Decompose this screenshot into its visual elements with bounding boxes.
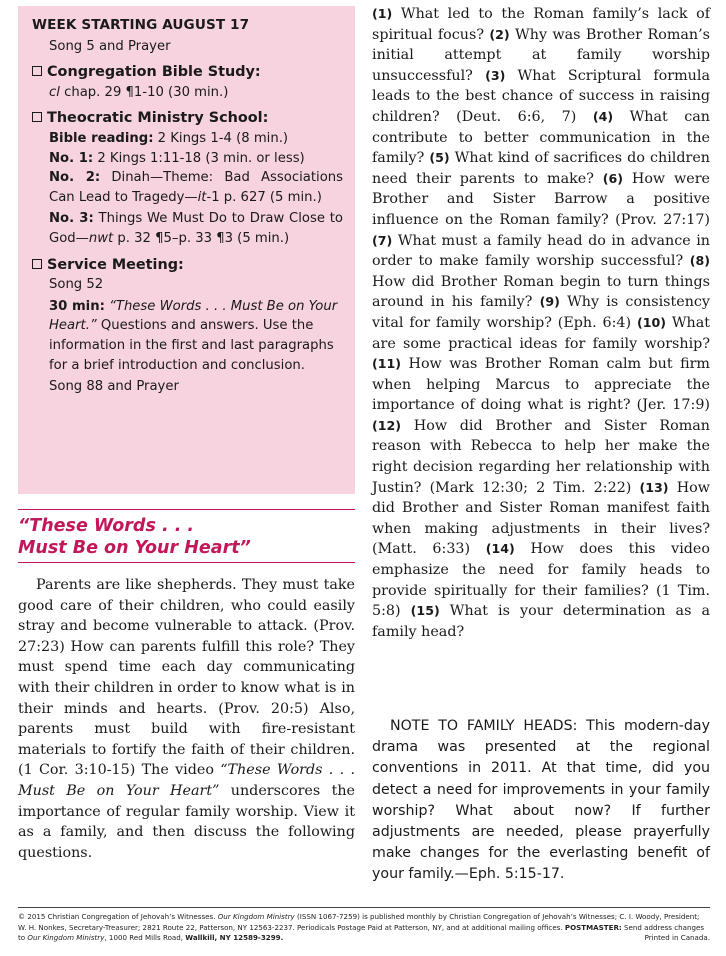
- footer-divider: [18, 907, 710, 908]
- question-number: (4): [592, 108, 614, 124]
- question-number: (13): [639, 479, 669, 495]
- checkbox-icon: [32, 66, 42, 76]
- publication-footer: © 2015 Christian Congregation of Jehovah’s Witnesses. Our Kingdom Ministry (ISSN 1067-7259) is published monthly by Christian Congregation of Jehovah’s Witnesses; C. I. Woody, President; W. H. Nonkes, Secretary-Treasurer; 2821 Route 22, Patterson, NY 12563-2237. Periodicals Postage Paid at Patterson, NY, and at additional mailing offices. POSTMASTER: Send address changes to Our Kingdom Ministry, 1000 Red Mills Road, Wallkill, NY 12589-3299. Printed in Canada.: [18, 912, 710, 942]
- checkbox-icon: [32, 259, 42, 269]
- question-number: (7): [372, 232, 393, 248]
- question-number: (3): [485, 67, 506, 83]
- question-text: What kind of sacrifices do children need their parents to make?: [372, 150, 710, 187]
- question-number: (2): [489, 26, 510, 42]
- question-item: [372, 356, 710, 413]
- question-number: (1): [372, 6, 393, 21]
- question-number: (12): [372, 417, 402, 433]
- closing-song: Song 88 and Prayer: [49, 379, 179, 395]
- sm-song: Song 52: [49, 277, 104, 293]
- question-text: How was Brother Roman calm but firm when helping Marcus to appreciate the importance of doing what is right? (Jer. 17:9): [372, 356, 710, 414]
- assignment-no3: No. 3: Things We Must Do to Draw Close to God—nwt p. 32 ¶5–p. 33 ¶3 (5 min.): [49, 211, 343, 246]
- question-text: What Scriptural formula leads to the best chance of success in raising children? (Deut. 6:6, 7): [372, 67, 710, 125]
- question-number: (5): [429, 150, 450, 166]
- question-text: How did Brother and Sister Roman manifest faith when making adjustments in their lives? (Matt. 6:33): [372, 479, 711, 558]
- question-text: What is your determination as a family head?: [372, 603, 710, 640]
- note-to-family-heads: NOTE TO FAMILY HEADS: This modern-day drama was presented at the regional conventions in 2011. At that time, did you detect a need for improvements in your family worship? What about now? If further adjustments are needed, please prayerfully make changes for the everlasting benefit of your family.—Eph. 5:15-17.: [372, 718, 710, 883]
- week-heading: WEEK STARTING AUGUST 17: [32, 17, 250, 33]
- question-text: What led to the Roman family’s lack of spiritual focus?: [372, 6, 710, 43]
- question-text: What must a family head do in advance in order to make family worship successful?: [372, 232, 710, 270]
- question-number: (10): [636, 314, 666, 330]
- question-text: How does this video emphasize the need for family heads to provide spiritually for their families? (1 Tim. 5:8): [372, 541, 710, 620]
- question-item: [372, 233, 710, 270]
- assignment-no2: No. 2: Dinah—Theme: Bad Associations Can Lead to Tragedy—it-1 p. 627 (5 min.): [49, 170, 343, 205]
- question-number: (11): [372, 356, 402, 372]
- question-text: What are some practical ideas for family worship?: [372, 314, 710, 352]
- bible-reading: Bible reading: 2 Kings 1-4 (8 min.): [49, 130, 289, 146]
- question-number: (14): [485, 541, 515, 557]
- printed-in: Printed in Canada.: [644, 933, 710, 942]
- question-number: (15): [410, 603, 440, 619]
- question-text: What can contribute to better communication in the family?: [372, 108, 710, 167]
- question-item: [372, 603, 710, 640]
- cbs-heading: Congregation Bible Study:: [32, 63, 343, 83]
- meeting-schedule-box: [18, 6, 355, 494]
- question-text: How were Brother and Sister Barrow a positive influence on the Roman family? (Prov. 27:17): [372, 170, 710, 228]
- question-list: [372, 4, 710, 642]
- article-title: “These Words . . . Must Be on Your Heart”: [18, 516, 251, 558]
- question-text: Why is consistency vital for family worship? (Eph. 6:4): [372, 294, 711, 331]
- cbs-reference: cl chap. 29 ¶1-10 (30 min.): [49, 84, 229, 100]
- article-body: Parents are like shepherds. They must take good care of their children, who could easily stray and become vulnerable to attack. (Prov. 27:23) How can parents fulfill this role? They must spend time each day communicating with their children in order to know what is in their minds and hearts. (Prov. 20:5) Also, parents must build with fire-resistant materials to fortify the faith of their children. (1 Cor. 3:10-15) The video “These Words . . . Must Be on Your Heart” underscores the importance of regular family worship. View it as a family, and then discuss the following questions.: [18, 577, 356, 861]
- sm-heading: Service Meeting:: [32, 256, 343, 276]
- opening-song: Song 5 and Prayer: [49, 38, 171, 54]
- question-text: How did Brother Roman begin to turn things around in his family?: [372, 273, 710, 311]
- article-header: [18, 509, 355, 563]
- question-number: (9): [539, 294, 560, 310]
- checkbox-icon: [32, 112, 42, 122]
- question-text: How did Brother and Sister Roman reason with Rebecca to help her make the right decision regarding her relationship with Justin? (Mark 12:30; 2 Tim. 2:22): [372, 417, 710, 496]
- question-text: Why was Brother Roman’s initial attempt at family worship unsuccessful?: [372, 26, 710, 84]
- question-number: (8): [689, 253, 710, 269]
- sm-part: 30 min: “These Words . . . Must Be on Your Heart.” Questions and answers. Use the information in the first and last paragraphs for a brief introduction and conclusion.: [49, 298, 338, 373]
- tms-heading: Theocratic Ministry School:: [32, 109, 343, 129]
- assignment-no1: No. 1: 2 Kings 1:11-18 (3 min. or less): [49, 150, 305, 166]
- question-number: (6): [602, 170, 624, 186]
